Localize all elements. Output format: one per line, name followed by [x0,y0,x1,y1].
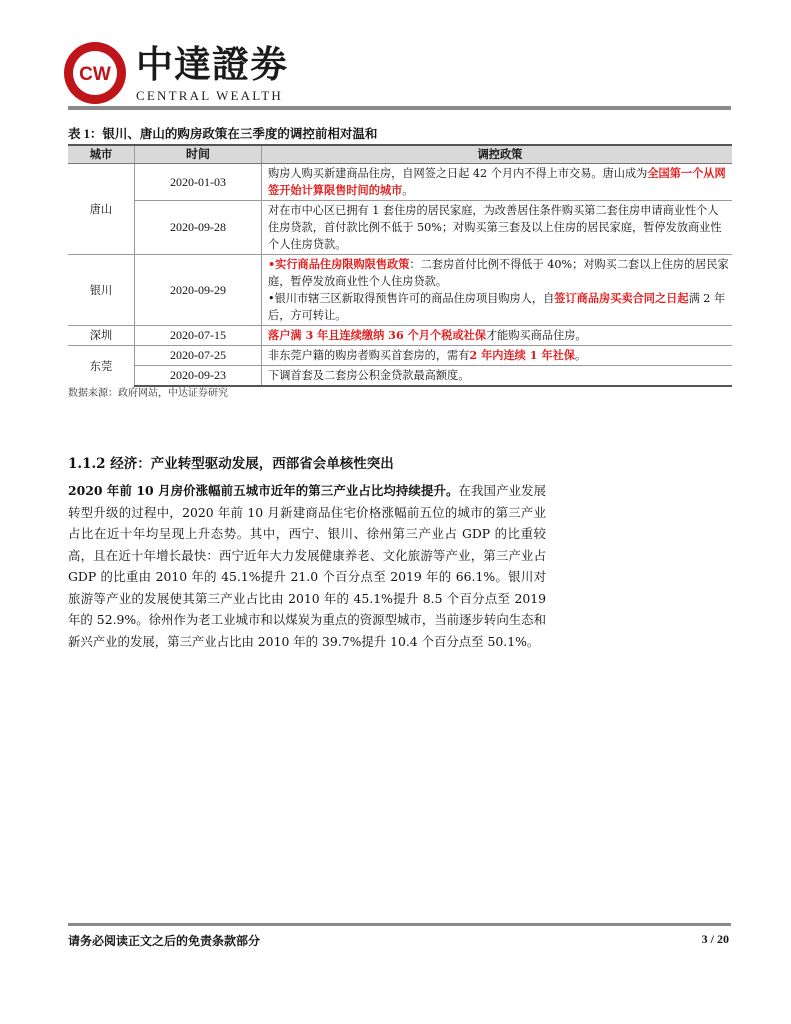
table-row [68,255,732,326]
footer-divider [68,923,731,926]
policy-highlight: 2 年内连续 1 年社保 [469,348,575,362]
policy-text: 非东莞户籍的购房者购买首套房的，需有 [268,349,470,362]
policy-highlight: •实行商品住房限购限售政策 [268,257,410,271]
section-body [68,480,546,652]
table-row [68,366,732,387]
policy-bullet-2 [268,290,729,324]
page-number: 3 / 20 [701,932,729,946]
table-label: 表 1： [68,127,103,141]
cell-city-shenzhen: 深圳 [68,326,135,346]
policy-text-end: 才能购买商品住房。 [485,329,587,342]
cell-policy [262,255,733,326]
section-lead: 2020 年前 10 月房价涨幅前五城市近年的第三产业占比均持续提升。 [68,483,459,498]
cell-date: 2020-07-25 [135,346,262,366]
brand-name-english: CENTRAL WEALTH [136,88,283,103]
section-paragraph: 在我国产业发展转型升级的过程中，2020 年前 10 月新建商品住宅价格涨幅前五位的城市的第三产业占比在近十年均呈现上升态势。其中，西宁、银川、徐州第三产业占 GDP 的比重较高，且在近十年增长最快：西宁近年大力发展健康养老、文化旅游等产业，第三产业占 GDP 的比重由 2010 年的 45.1%提升 21.0 个百分点至 2019 年的 66.1%。银川对旅游等产业的发展使其第三产业占比由 2010 年的 45.1%提升 8.5 个百分点至 2019 年的 52.9%。徐州作为老工业城市和以煤炭为重点的资源型城市，当前逐步转向生态和新兴产业的发展，第三产业占比由 2010 年的 39.7%提升 10.4 个百分点至 50.1%。 [68,483,547,649]
policy-highlight: 签订商品房买卖合同之日起 [554,291,689,305]
policy-text: •银川市辖三区新取得预售许可的商品住房项目购房人，自 [268,292,555,305]
table-row [68,346,732,366]
logo-text: CW [79,64,111,85]
brand-name-chinese: 中達證劵 [136,43,288,86]
policy-highlight: 全国第一个从网签开始计算限售时间的城市 [268,166,726,197]
footer-disclaimer: 请务必阅读正文之后的免责条款部分 [68,934,261,948]
table-caption: 银川、唐山的购房政策在三季度的调控前相对温和 [102,126,378,141]
cell-policy [262,164,733,201]
policy-bullet-1 [268,256,729,290]
section-title: 1.1.2 经济：产业转型驱动发展，西部省会单核性突出 [68,456,394,472]
policy-highlight: 落户满 3 年且连续缴纳 36 个月个税或社保 [268,328,486,342]
policy-text: 对在市中心区已拥有 1 套住房的居民家庭，为改善居住条件购买第二套住房申请商业性个人住房贷款，首付款比例不低于 50%；对购买第三套及以上住房的居民家庭，暂停发放商业性个人住房贷款。 [268,204,722,251]
policy-text-end: 。 [402,184,414,197]
table-row [68,201,732,255]
cell-date: 2020-07-15 [135,326,262,346]
header-date: 时间 [135,145,262,164]
table-header-row [68,145,732,164]
cell-city-dongguan: 东莞 [68,346,135,387]
header-policy: 调控政策 [262,145,733,164]
header-city: 城市 [68,145,135,164]
cell-policy [262,326,733,346]
policy-table [68,144,732,387]
policy-text-end: 满 2 年后，方可转让。 [268,292,726,322]
table-row [68,326,732,346]
company-logo [62,40,128,106]
policy-text: 购房人购买新建商品住房，自网签之日起 42 个月内不得上市交易。唐山成为 [268,167,648,180]
cell-city-tangshan: 唐山 [68,164,135,255]
policy-text: 下调首套及二套房公积金贷款最高额度。 [268,369,470,382]
cell-date: 2020-09-28 [135,201,262,255]
cell-city-yinchuan: 银川 [68,255,135,326]
cell-policy [262,346,733,366]
cell-date: 2020-09-29 [135,255,262,326]
cell-date: 2020-09-23 [135,366,262,387]
cell-date: 2020-01-03 [135,164,262,201]
table-source: 数据来源：政府网站，中达证券研究 [68,388,228,399]
policy-text-end: 。 [574,349,587,362]
table-title [68,124,377,142]
header-divider [68,106,731,110]
table-row [68,164,732,201]
policy-text: ：二套房首付比例不得低于 40%；对购买二套以上住房的居民家庭，暂停发放商业性个人住房贷款。 [268,258,729,288]
cell-policy [262,201,733,255]
cell-policy [262,366,733,387]
